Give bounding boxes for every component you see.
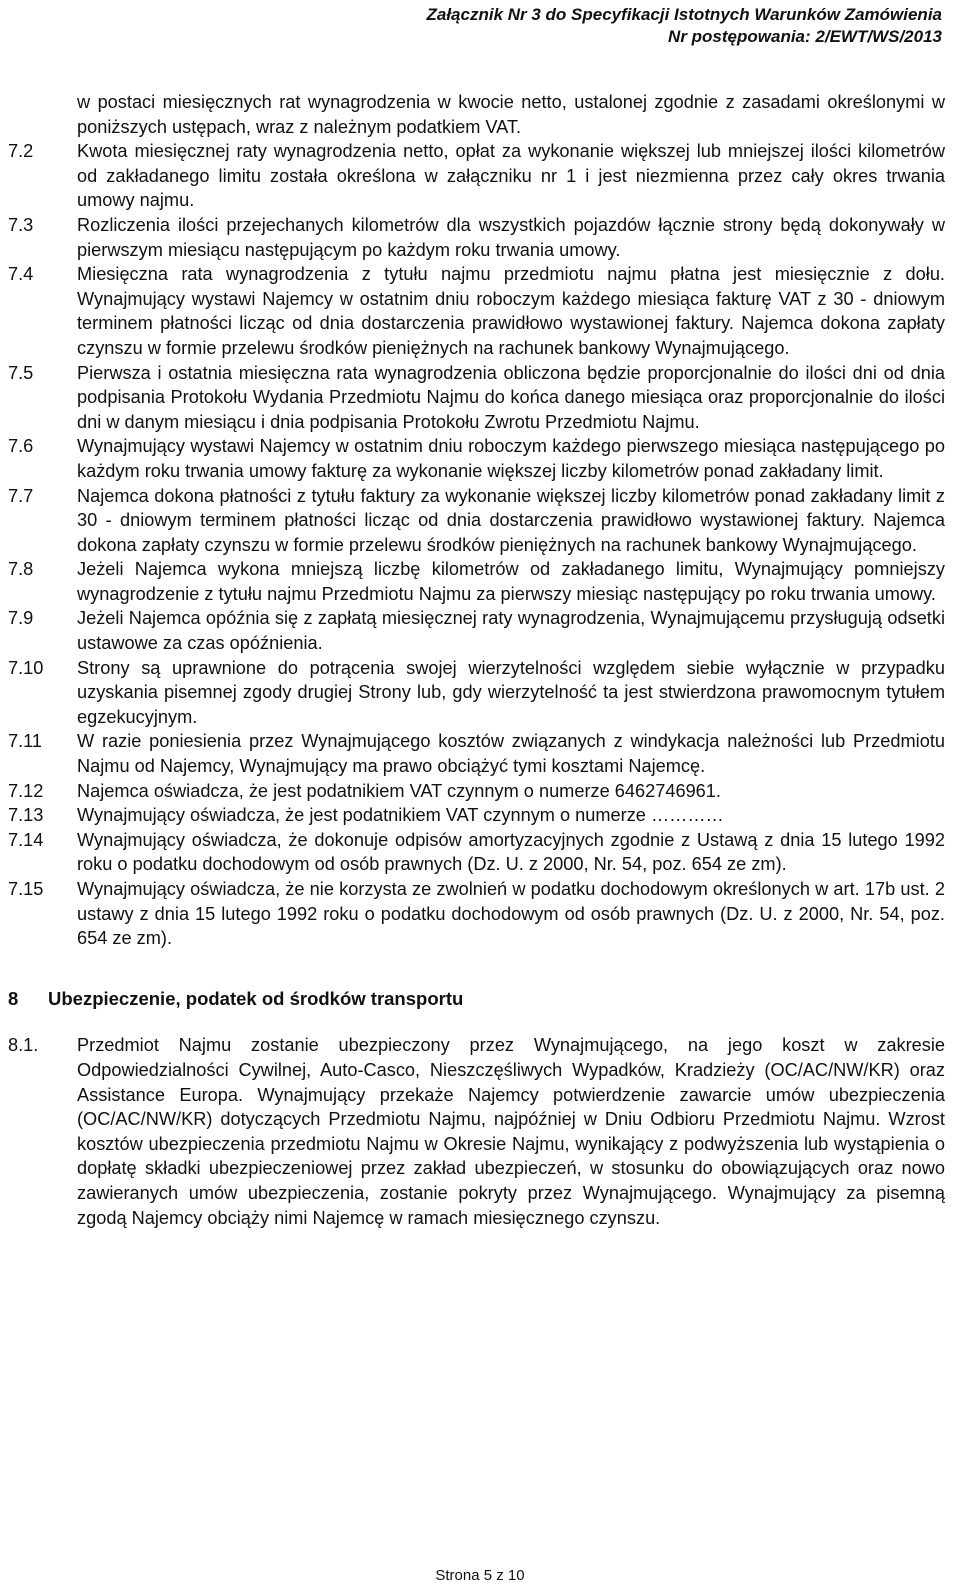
clause-number: 7.14 (8, 829, 44, 850)
clause-8-1 (8, 1033, 945, 1230)
header-line-2: Nr postępowania: 2/EWT/WS/2013 (668, 27, 942, 46)
clause-7-6 (8, 434, 945, 483)
clause-number: 7.15 (8, 879, 44, 899)
clause-7-5 (8, 361, 945, 435)
clause-7-11 (8, 729, 945, 778)
clause-number: 7.5 (8, 362, 34, 383)
clause-number: 7.4 (8, 264, 34, 285)
clause-text: Wynajmujący oświadcza, że nie korzysta ze zwolnień w podatku dochodowym określonych w art. 17b ust. 2 ustawy z dnia 15 lutego 1992 roku o podatku dochodowym od osób prawnych (Dz. U. z 2000, Nr. 54, poz. 654 ze zm). (77, 879, 945, 949)
clause-text: Najemca oświadcza, że jest podatnikiem VAT czynnym o numerze 6462746961. (77, 780, 721, 801)
document-body (8, 90, 945, 1230)
clause-text: Najemca dokona płatności z tytułu faktury za wykonanie większej liczby kilometrów ponad zakładany limit z 30 - dniowym terminem płatności licząc od dnia dostarczenia prawidłowo wystawionej faktury. Najemca dokona zapłaty czynszu w formie przelewu środków pieniężnych na rachunek bankowy Wynajmującego. (77, 485, 945, 555)
clause-text: Rozliczenia ilości przejechanych kilometrów dla wszystkich pojazdów łącznie strony będą dokonywały w pierwszym miesiącu następującym po każdym roku trwania umowy. (77, 214, 945, 260)
clause-text: Wynajmujący oświadcza, że dokonuje odpisów amortyzacyjnych zgodnie z Ustawą z dnia 15 lutego 1992 roku o podatku dochodowym od osób prawnych (Dz. U. z 2000, Nr. 54, poz. 654 ze zm). (77, 829, 945, 875)
clause-7-3 (8, 213, 945, 262)
clause-7-12 (8, 779, 945, 804)
clause-text: Strony są uprawnione do potrącenia swojej wierzytelności względem siebie wyłącznie w przypadku uzyskania pisemnej zgody drugiej Strony lub, gdy wierzytelność ta jest stwierdzona prawomocnym tytułem egzekucyjnym. (77, 657, 945, 727)
clause-7-13 (8, 803, 945, 828)
clause-text: Jeżeli Najemca opóźnia się z zapłatą miesięcznej raty wynagrodzenia, Wynajmującemu przysługują odsetki ustawowe za czas opóźnienia. (77, 608, 945, 654)
clause-number: 7.6 (8, 436, 34, 457)
header-line-1: Załącznik Nr 3 do Specyfikacji Istotnych Warunków Zamówienia (426, 5, 942, 24)
clause-7-8 (8, 557, 945, 606)
clause-7-14 (8, 828, 945, 877)
clause-7-2 (8, 139, 945, 213)
clause-7-15 (8, 877, 945, 951)
clause-number: 7.13 (8, 805, 44, 826)
clause-text: Pierwsza i ostatnia miesięczna rata wynagrodzenia obliczona będzie proporcjonalnie do ilości dni od dnia podpisania Protokołu Wydania Przedmiotu Najmu do końca danego miesiąca oraz proporcjonalnie do ilości dni w danym miesiącu i dnia podpisania Protokołu Zwrotu Przedmiotu Najmu. (77, 362, 945, 432)
clause-text: Jeżeli Najemca wykona mniejszą liczbę kilometrów od zakładanego limitu, Wynajmujący pomniejszy wynagrodzenie z tytułu najmu Przedmiotu Najmu za pierwszy miesiąc następujący po roku trwania umowy. (77, 559, 945, 604)
clause-text: Wynajmujący oświadcza, że jest podatnikiem VAT czynnym o numerze ………… (77, 805, 724, 826)
intro-paragraph: w postaci miesięcznych rat wynagrodzenia w kwocie netto, ustalonej zgodnie z zasadami określonymi w poniższych ustępach, wraz z należnym podatkiem VAT. (77, 92, 945, 137)
clause-number: 8.1. (8, 1035, 39, 1056)
clause-text: Miesięczna rata wynagrodzenia z tytułu najmu przedmiotu najmu płatna jest miesięcznie z dołu. Wynajmujący wystawi Najemcy w ostatnim dniu roboczym każdego miesiąca fakturę VAT z 30 - dniowym terminem płatności licząc od dnia dostarczenia prawidłowo wystawionej faktury. Najemca dokona zapłaty czynszu w formie przelewu środków pieniężnych na rachunek bankowy Wynajmującego. (77, 264, 945, 358)
clause-number: 7.7 (8, 485, 34, 506)
clause-number: 7.3 (8, 214, 34, 235)
section-number: 8 (8, 987, 19, 1009)
section-8-heading (8, 987, 945, 1012)
clause-number: 7.2 (8, 141, 34, 162)
clause-7-10 (8, 656, 945, 730)
clause-text: W razie poniesienia przez Wynajmującego kosztów związanych z windykacja należności lub Przedmiotu Najmu od Najemcy, Wynajmujący ma prawo obciążyć tymi kosztami Najemcę. (77, 731, 945, 777)
clause-number: 7.12 (8, 780, 44, 801)
clause-text: Kwota miesięcznej raty wynagrodzenia netto, opłat za wykonanie większej lub mniejszej ilości kilometrów od zakładanego limitu została określona w załączniku nr 1 i jest niezmienna przez cały okres trwania umowy najmu. (77, 141, 945, 211)
clause-number: 7.9 (8, 608, 34, 629)
clause-text: Przedmiot Najmu zostanie ubezpieczony przez Wynajmującego, na jego koszt w zakresie Odpowiedzialności Cywilnej, Auto-Casco, Nieszczęśliwych Wypadków, Kradzieży (OC/AC/NW/KR) oraz Assistance Europa. Wynajmujący przekaże Najemcy potwierdzenie zawarcie umów ubezpieczenia (OC/AC/NW/KR) dotyczących Przedmiotu Najmu, najpóźniej w Dniu Odbioru Przedmiotu Najmu. Wzrost kosztów ubezpieczenia przedmiotu Najmu w Okresie Najmu, wynikający z podwyższenia lub wystąpienia o dopłatę składki ubezpieczeniowej przez zakład ubezpieczeń, w stosunku do obowiązujących oraz nowo zawieranych umów ubezpieczenia, zostanie pokryty przez Wynajmującego. Wynajmujący za pisemną zgodą Najemcy obciąży nimi Najemcę w ramach miesięcznego czynszu. (77, 1035, 945, 1228)
clause-text: Wynajmujący wystawi Najemcy w ostatnim dniu roboczym każdego pierwszego miesiąca następującego po każdym roku trwania umowy fakturę za wykonanie większej liczby kilometrów ponad zakładany limit. (77, 436, 945, 481)
clause-number: 7.8 (8, 559, 34, 580)
document-header (427, 4, 943, 48)
clause-number: 7.10 (8, 657, 44, 678)
clause-7-7 (8, 484, 945, 558)
clause-number: 7.11 (8, 731, 43, 752)
clause-7-4 (8, 262, 945, 360)
section-title: Ubezpieczenie, podatek od środków transportu (48, 987, 464, 1009)
clause-7-9 (8, 606, 945, 655)
page-number: Strona 5 z 10 (435, 1567, 525, 1584)
